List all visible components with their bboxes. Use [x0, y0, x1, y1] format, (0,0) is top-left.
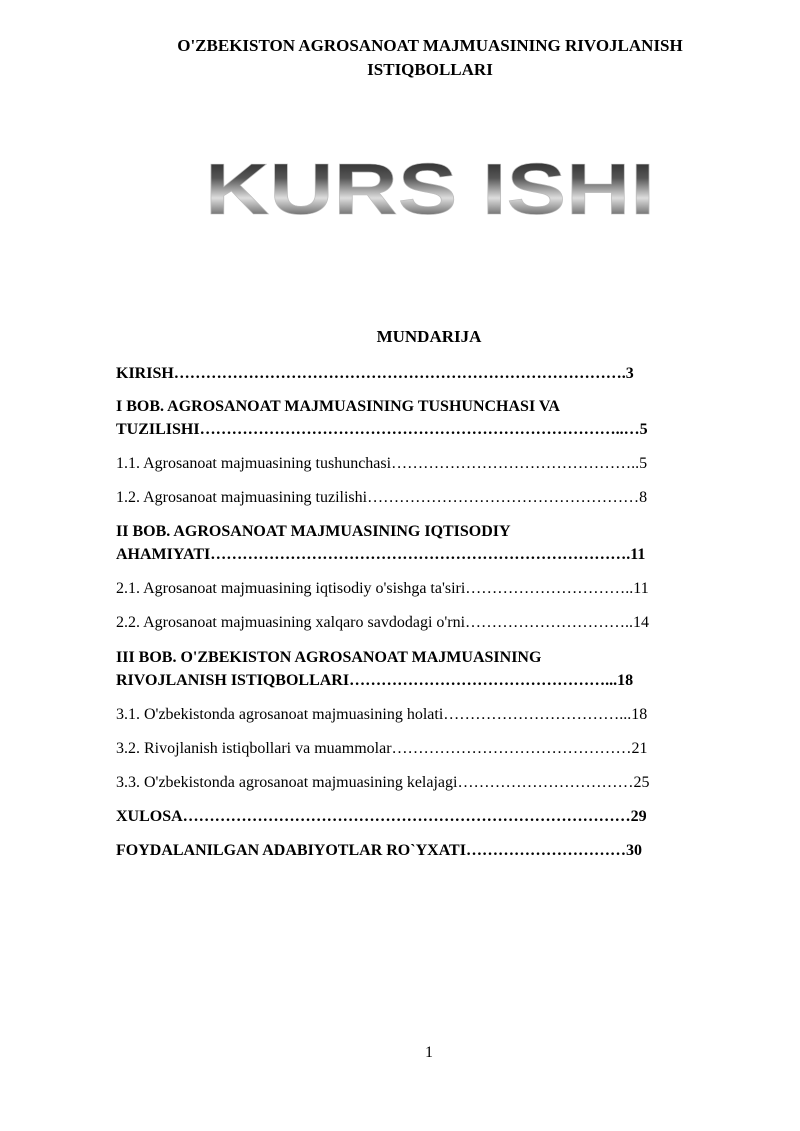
toc-entry-kirish[interactable]: [116, 362, 742, 385]
page-number: 1: [425, 1044, 433, 1061]
toc-entry-1-1[interactable]: [116, 452, 742, 475]
toc-entry-1-2[interactable]: [116, 486, 742, 509]
header-line-2: ISTIQBOLLARI: [367, 60, 493, 79]
toc-entry-text: 3.2. Rivojlanish istiqbollari va muammolar………………………………………21: [116, 740, 648, 757]
toc-entry-chapter-3[interactable]: [116, 646, 742, 692]
wordart-text: KURS ISHI: [205, 150, 655, 230]
toc-entry-text: 1.2. Agrosanoat majmuasining tuzilishi……………………………………………8: [116, 489, 648, 506]
toc-entry-text: 3.3. O'zbekistonda agrosanoat majmuasining kelajagi……………………………25: [116, 774, 650, 791]
toc-entry-text: XULOSA…………………………………………………………………………29: [116, 808, 647, 825]
toc-entry-line-2: AHAMIYATI…………………………………………………………………….11: [116, 546, 646, 563]
toc-title: MUNDARIJA: [376, 327, 482, 346]
toc-entry-3-2[interactable]: [116, 737, 742, 760]
kurs-ishi-wordart: [200, 150, 660, 230]
toc-entry-2-1[interactable]: [116, 577, 742, 600]
toc-entry-text: 1.1. Agrosanoat majmuasining tushunchasi………………………………………..5: [116, 455, 648, 472]
toc-entry-text: 2.2. Agrosanoat majmuasining xalqaro savdodagi o'rni…………………………..14: [116, 614, 650, 631]
toc-entry-xulosa[interactable]: [116, 805, 742, 828]
toc-entry-text: FOYDALANILGAN ADABIYOTLAR RO`YXATI…………………………30: [116, 842, 642, 859]
toc-entry-chapter-2[interactable]: [116, 520, 742, 566]
toc-entry-bibliography[interactable]: [116, 839, 742, 862]
toc-entry-3-1[interactable]: [116, 703, 742, 726]
header-line-1: O'ZBEKISTON AGROSANOAT MAJMUASINING RIVOJLANISH: [177, 36, 683, 55]
toc-entry-3-3[interactable]: [116, 771, 742, 794]
toc-entry-line-1: II BOB. AGROSANOAT MAJMUASINING IQTISODIY: [116, 523, 511, 540]
toc-entry-text: 3.1. O'zbekistonda agrosanoat majmuasining holati……………………………...18: [116, 706, 648, 723]
toc-entry-line-2: RIVOJLANISH ISTIQBOLLARI…………………………………………...18: [116, 672, 634, 689]
toc-entry-chapter-1[interactable]: [116, 395, 742, 441]
toc-entry-text: 2.1. Agrosanoat majmuasining iqtisodiy o'sishga ta'siri…………………………..11: [116, 580, 649, 597]
toc-entry-line-1: III BOB. O'ZBEKISTON AGROSANOAT MAJMUASINING: [116, 649, 542, 666]
toc-entry-text: KIRISH………………………………………………………………………….3: [116, 365, 634, 382]
toc-entry-line-2: TUZILISHI……………………………………………………………………..…5: [116, 421, 648, 438]
document-header: [100, 34, 760, 82]
toc-entry-line-1: I BOB. AGROSANOAT MAJMUASINING TUSHUNCHASI VA: [116, 398, 560, 415]
toc-entry-2-2[interactable]: [116, 611, 742, 634]
